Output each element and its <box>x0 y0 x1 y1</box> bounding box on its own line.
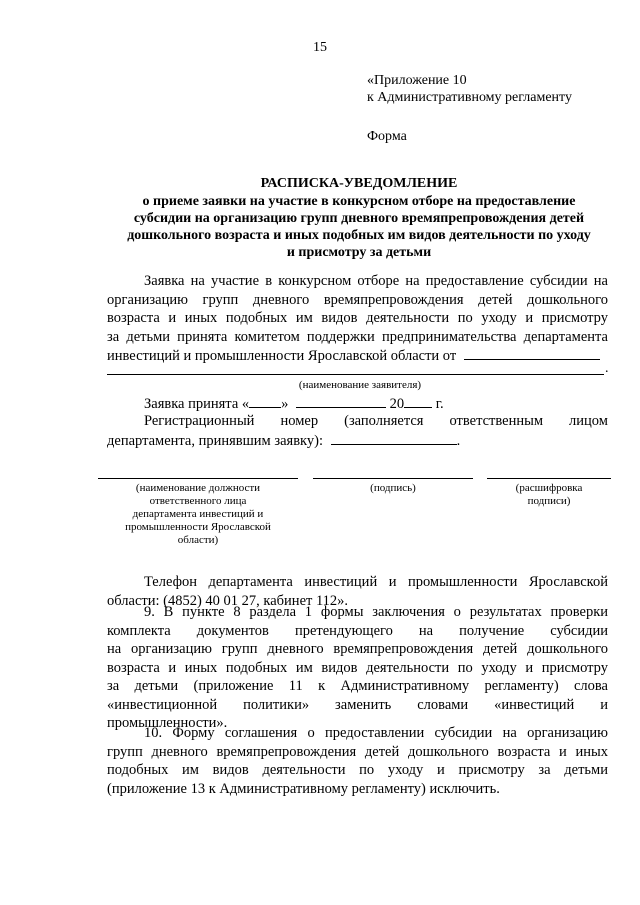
item-10-line: подобных им видов деятельности по уходу и присмотру за детьми <box>107 762 608 778</box>
reg-word: (заполняется <box>344 413 424 429</box>
item-10-line: 10. Форму соглашения о предоставлении субсидии на организацию <box>144 725 608 741</box>
item-9-line: промышленности». <box>107 715 228 731</box>
accepted-mid: » <box>281 396 289 412</box>
position-caption <box>98 482 298 547</box>
subtitle-line: и присмотру за детьми <box>286 245 432 260</box>
body-line: организацию групп дневного времяпрепровождения детей дошкольного <box>107 291 608 308</box>
position-line <box>98 478 298 479</box>
reg-word: лицом <box>569 413 608 429</box>
caption-line: промышленности Ярославской <box>125 521 271 533</box>
body-line: за детьми принята комитетом поддержки предпринимательства департамента <box>107 328 608 345</box>
item-9-paragraph <box>107 603 608 733</box>
reg-word: номер <box>280 413 319 429</box>
reg-word: ответственным <box>449 413 544 429</box>
year-blank <box>404 394 432 408</box>
body-line: возраста и иных подобных им видов деятельности по уходу и присмотру <box>107 310 608 326</box>
applicant-name-line <box>107 374 604 375</box>
subtitle-line: дошкольного возраста и иных подобных им видов деятельности по уходу <box>127 228 591 243</box>
reg-line-2 <box>107 431 608 450</box>
item-9-line: на организацию групп дневного времяпрепровождения детей дошкольного <box>107 641 608 657</box>
accepted-label: Заявка принята « <box>144 396 250 412</box>
body-line-with-date <box>107 346 608 365</box>
day-blank <box>249 394 281 408</box>
body-line: Заявка на участие в конкурсном отборе на предоставление субсидии на <box>144 273 608 289</box>
form-label: Форма <box>367 129 407 144</box>
caption-line: (наименование должности <box>135 482 261 494</box>
caption-line: области) <box>177 534 219 546</box>
caption-line: ответственного лица <box>149 495 247 507</box>
appendix-line-1: «Приложение 10 <box>367 73 467 88</box>
decoding-caption <box>487 482 611 508</box>
subtitle-line: о приеме заявки на участие в конкурсном отборе на предоставление <box>142 194 576 209</box>
item-10-line: групп дневного времяпрепровождения детей дошкольного возраста и иных <box>107 743 608 760</box>
document-subtitle <box>100 193 618 261</box>
subtitle-line: субсидии на организацию групп дневного времяпрепровождения детей <box>133 211 585 226</box>
month-blank <box>296 394 386 408</box>
document-title: РАСПИСКА-УВЕДОМЛЕНИЕ <box>260 176 458 191</box>
reg-word: Регистрационный <box>144 413 255 429</box>
caption-line: (расшифровка <box>515 482 583 494</box>
item-9-line: «инвестиционной политики» заменить словами «инвестиций и <box>107 696 608 713</box>
period-mark: . <box>605 361 609 376</box>
date-blank <box>464 346 600 360</box>
signature-caption: (подпись) <box>370 482 416 494</box>
item-9-line: 9. В пункте 8 раздела 1 формы заключения о результатах проверки <box>144 604 608 620</box>
reg-number-blank <box>331 431 457 445</box>
item-10-paragraph <box>107 724 608 798</box>
item-9-line: комплекта документов претендующего на получение субсидии <box>107 622 608 639</box>
reg-line-1 <box>107 412 608 431</box>
caption-line: подписи) <box>527 495 571 507</box>
applicant-caption: (наименование заявителя) <box>298 379 422 391</box>
signature-line <box>313 478 473 479</box>
appendix-header <box>367 72 572 106</box>
registration-number <box>107 412 608 449</box>
item-9-line: за детьми (приложение 11 к Административному регламенту) слова <box>107 678 608 694</box>
accepted-line <box>107 394 608 413</box>
page-number: 15 <box>313 40 327 55</box>
reg-line-2-text: департамента, принявшим заявку): <box>107 432 323 449</box>
reg-period: . <box>456 432 461 449</box>
application-paragraph <box>107 272 608 365</box>
item-9-line: возраста и иных подобных им видов деятельности по уходу и присмотру <box>107 659 608 676</box>
year-prefix: 20 <box>389 396 405 412</box>
body-line: инвестиций и промышленности Ярославской области от <box>107 348 457 364</box>
phone-line: области: (4852) 40 01 27, кабинет 112». <box>107 592 349 609</box>
year-suffix: г. <box>435 396 444 412</box>
decoding-line <box>487 478 611 479</box>
appendix-line-2: к Административному регламенту <box>367 90 572 105</box>
caption-line: департамента инвестиций и <box>132 508 264 520</box>
item-10-line: (приложение 13 к Административному регламенту) исключить. <box>107 780 500 797</box>
phone-line: Телефон департамента инвестиций и промышленности Ярославской <box>144 574 608 590</box>
